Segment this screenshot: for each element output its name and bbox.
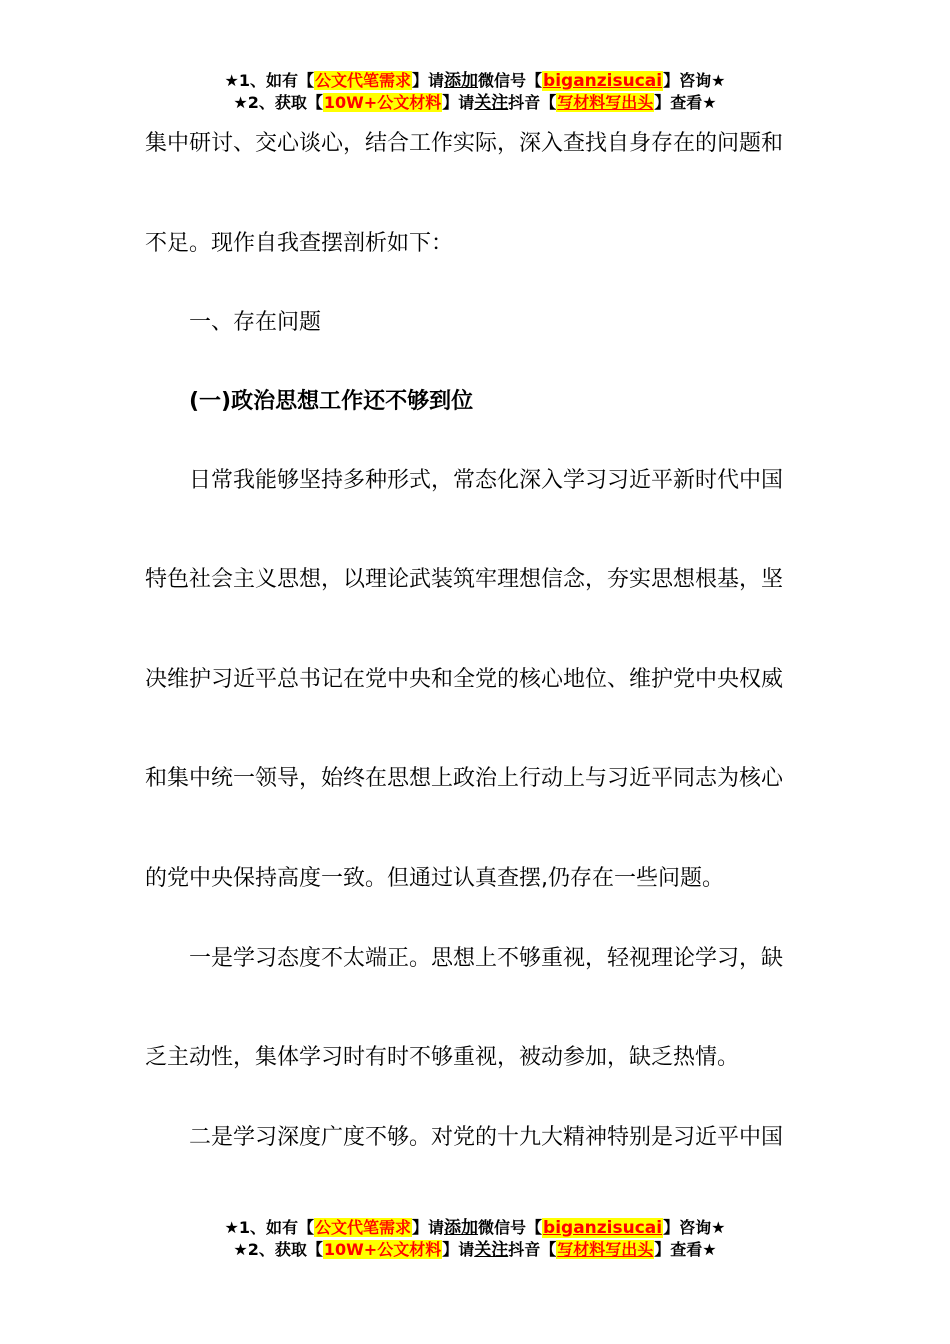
- wechat-id: biganzisucai: [543, 1218, 663, 1238]
- banner-text: 】请: [412, 1218, 445, 1237]
- highlight-text: 公文代笔需求: [315, 1218, 412, 1237]
- banner-text: 】咨询★: [663, 1218, 726, 1237]
- banner-line-2: [0, 1239, 950, 1261]
- footer-banner: [0, 1217, 950, 1261]
- wechat-id: biganzisucai: [543, 71, 663, 91]
- banner-text: 】查看★: [654, 93, 717, 112]
- banner-text: 微信号【: [478, 1218, 543, 1237]
- highlight-text: 10W+公文材料: [323, 1240, 442, 1259]
- underlined-text: 关注: [474, 93, 509, 113]
- douyin-id: 写材料写出头: [557, 1240, 654, 1259]
- subsection-heading: (一)政治思想工作还不够到位: [189, 389, 474, 414]
- underlined-text: 添加: [444, 1218, 479, 1238]
- underlined-text: 关注: [474, 1240, 509, 1260]
- banner-line-2: [0, 92, 950, 114]
- highlight-text: 公文代笔需求: [315, 71, 412, 90]
- header-banner: [0, 70, 950, 114]
- body-line: 的党中央保持高度一致。但通过认真查摆,仍存在一些问题。: [145, 866, 724, 891]
- body-line: 和集中统一领导，始终在思想上政治上行动上与习近平同志为核心: [145, 766, 784, 791]
- banner-text: 】请: [412, 71, 445, 90]
- banner-text: ★2、获取【: [233, 1240, 323, 1259]
- banner-text: 】请: [442, 1240, 475, 1259]
- highlight-text: 10W+公文材料: [323, 93, 442, 112]
- body-line: 二是学习深度广度不够。对党的十九大精神特别是习近平中国: [189, 1125, 784, 1150]
- underlined-text: 添加: [444, 71, 479, 91]
- banner-text: 】查看★: [654, 1240, 717, 1259]
- body-line: 集中研讨、交心谈心，结合工作实际，深入查找自身存在的问题和: [145, 131, 784, 156]
- banner-text: 微信号【: [478, 71, 543, 90]
- banner-text: ★1、如有【: [224, 1218, 314, 1237]
- body-line: 乏主动性，集体学习时有时不够重视，被动参加，缺乏热情。: [145, 1045, 740, 1070]
- body-line: 决维护习近平总书记在党中央和全党的核心地位、维护党中央权威: [145, 667, 784, 692]
- banner-text: 抖音【: [508, 1240, 557, 1259]
- banner-text: ★1、如有【: [224, 71, 314, 90]
- banner-text: 】请: [442, 93, 475, 112]
- banner-text: 抖音【: [508, 93, 557, 112]
- body-line: 特色社会主义思想，以理论武装筑牢理想信念，夯实思想根基，坚: [145, 567, 784, 592]
- body-line: 一是学习态度不太端正。思想上不够重视，轻视理论学习，缺: [189, 946, 784, 971]
- banner-text: ★2、获取【: [233, 93, 323, 112]
- douyin-id: 写材料写出头: [557, 93, 654, 112]
- body-line: 不足。现作自我查摆剖析如下：: [145, 231, 454, 256]
- banner-text: 】咨询★: [663, 71, 726, 90]
- banner-line-1: [0, 70, 950, 92]
- section-heading: 一、存在问题: [189, 310, 322, 335]
- body-line: 日常我能够坚持多种形式，常态化深入学习习近平新时代中国: [189, 468, 784, 493]
- banner-line-1: [0, 1217, 950, 1239]
